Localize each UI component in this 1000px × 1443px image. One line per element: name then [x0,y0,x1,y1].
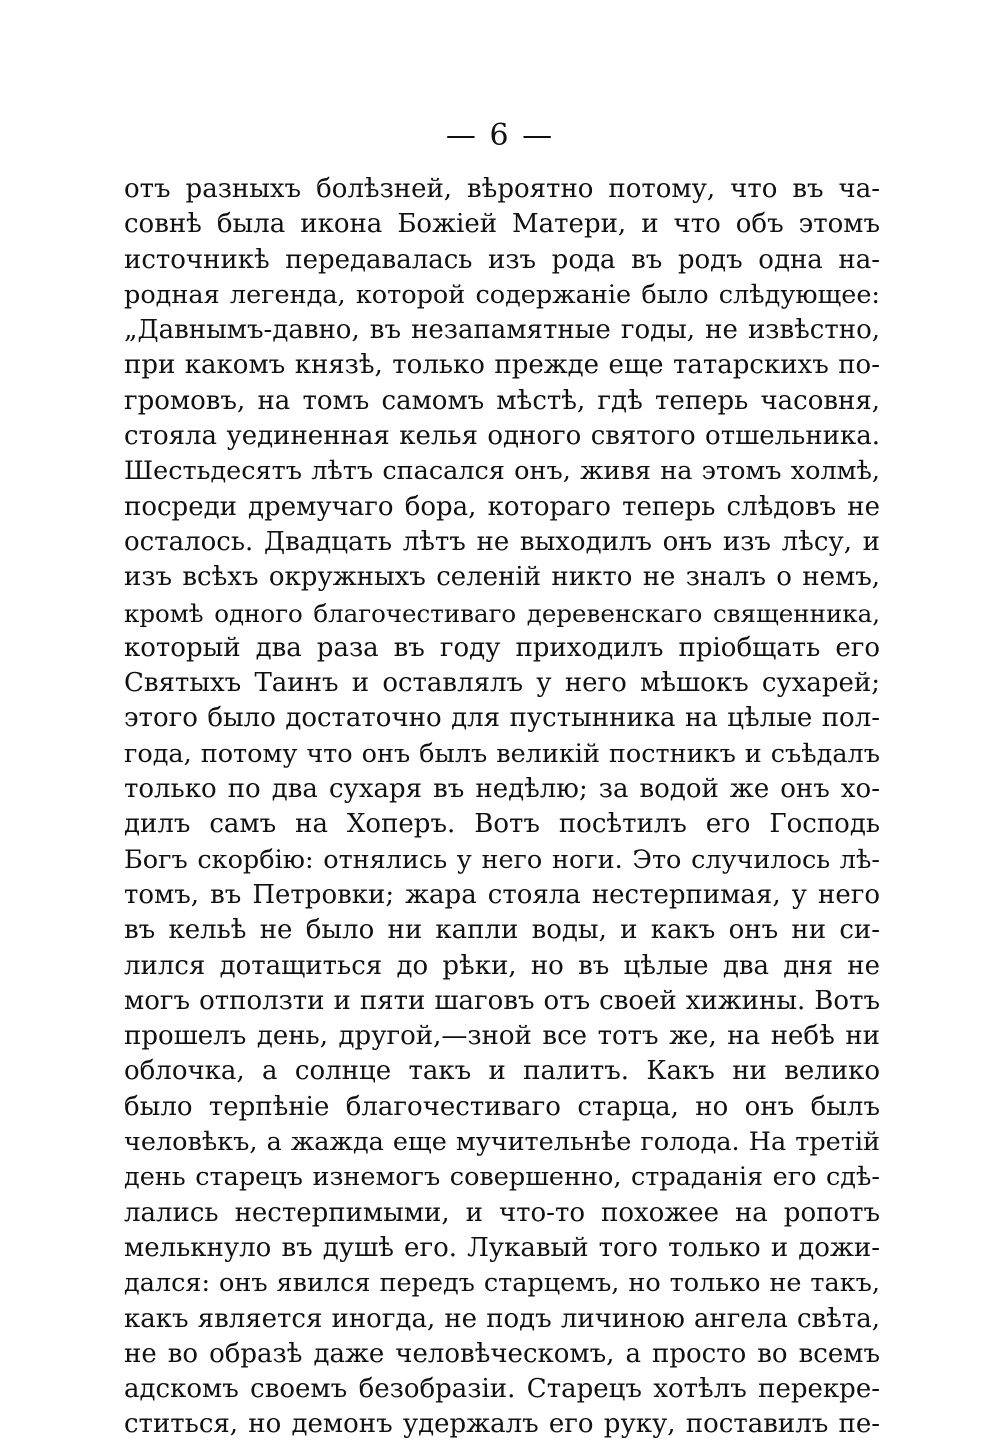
text-line: совнѣ была икона Божіей Матери, и что объ этомъ [124,209,880,240]
text-line: могъ отползти и пяти шаговъ отъ своей хижины. Вотъ [124,985,880,1016]
text-line: стояла уединенная келья одного святого отшельника. [124,421,880,452]
text-line: день старецъ изнемогъ совершенно, страданія его сдѣ- [124,1162,880,1193]
text-line: въ кельѣ не было ни капли воды, и какъ онъ ни си- [124,915,880,946]
body-text [124,172,880,1443]
text-line: источникѣ передавалась изъ рода въ родъ одна на- [124,244,880,275]
text-line: адскомъ своемъ безобразіи. Старецъ хотѣлъ перекре- [124,1374,880,1405]
text-line: который два раза въ году приходилъ пріобщать его [124,632,880,663]
text-line: года, потому что онъ былъ великій постникъ и съѣдалъ [124,738,880,769]
text-line: „Давнымъ-давно, въ незапамятные годы, не извѣстно, [124,315,880,346]
text-line: ститься, но демонъ удержалъ его руку, поставилъ пе- [124,1409,880,1440]
text-line: при какомъ князѣ, только прежде еще татарскихъ по- [124,350,880,381]
text-line: Святыхъ Таинъ и оставлялъ у него мѣшокъ сухарей; [124,668,880,699]
text-line: облочка, а солнце такъ и палитъ. Какъ ни велико [124,1056,880,1087]
text-line: человѣкъ, а жажда еще мучительнѣе голода. На третій [124,1127,880,1158]
text-line: громовъ, на томъ самомъ мѣстѣ, гдѣ теперь часовня, [124,385,880,416]
text-line: изъ всѣхъ окружныхъ селеній никто не зналъ о немъ, [124,562,880,593]
text-line: осталось. Двадцать лѣтъ не выходилъ онъ изъ лѣсу, и [124,526,880,557]
text-line: Богъ скорбію: отнялись у него ноги. Это случилось лѣ- [124,844,880,875]
text-line: лались нестерпимыми, и что-то похожее на ропотъ [124,1197,880,1228]
text-line: Шестьдесятъ лѣтъ спасался онъ, живя на этомъ холмѣ, [124,456,880,487]
text-line: этого было достаточно для пустынника на цѣлые пол- [124,703,880,734]
text-line: не во образѣ даже человѣческомъ, а просто во всемъ [124,1338,880,1369]
text-line: отъ разныхъ болѣзней, вѣроятно потому, что въ ча- [124,174,880,204]
text-line: прошелъ день, другой,—зной все тотъ же, на небѣ ни [124,1021,880,1052]
text-line: только по два сухаря въ недѣлю; за водой же онъ хо- [124,774,880,805]
page-number: — 6 — [445,118,555,153]
text-line: было терпѣніе благочестиваго старца, но онъ былъ [124,1091,880,1122]
text-line: родная легенда, которой содержаніе было слѣдующее: [124,279,880,310]
text-line: посреди дремучаго бора, котораго теперь слѣдовъ не [124,491,880,522]
text-line: какъ является иногда, не подъ личиною ангела свѣта, [124,1303,880,1334]
text-line: кромѣ одного благочестиваго деревенскаго священника, [124,598,880,628]
text-line: дилъ самъ на Хоперъ. Вотъ посѣтилъ его Господь [124,809,880,840]
text-line: лился дотащиться до рѣки, но въ цѣлые два дня не [124,950,880,981]
text-line: дался: онъ явился передъ старцемъ, но только не такъ, [124,1268,880,1299]
text-line: мелькнуло въ душѣ его. Лукавый того только и дожи- [124,1232,880,1263]
text-line: томъ, въ Петровки; жара стояла нестерпимая, у него [124,879,880,910]
